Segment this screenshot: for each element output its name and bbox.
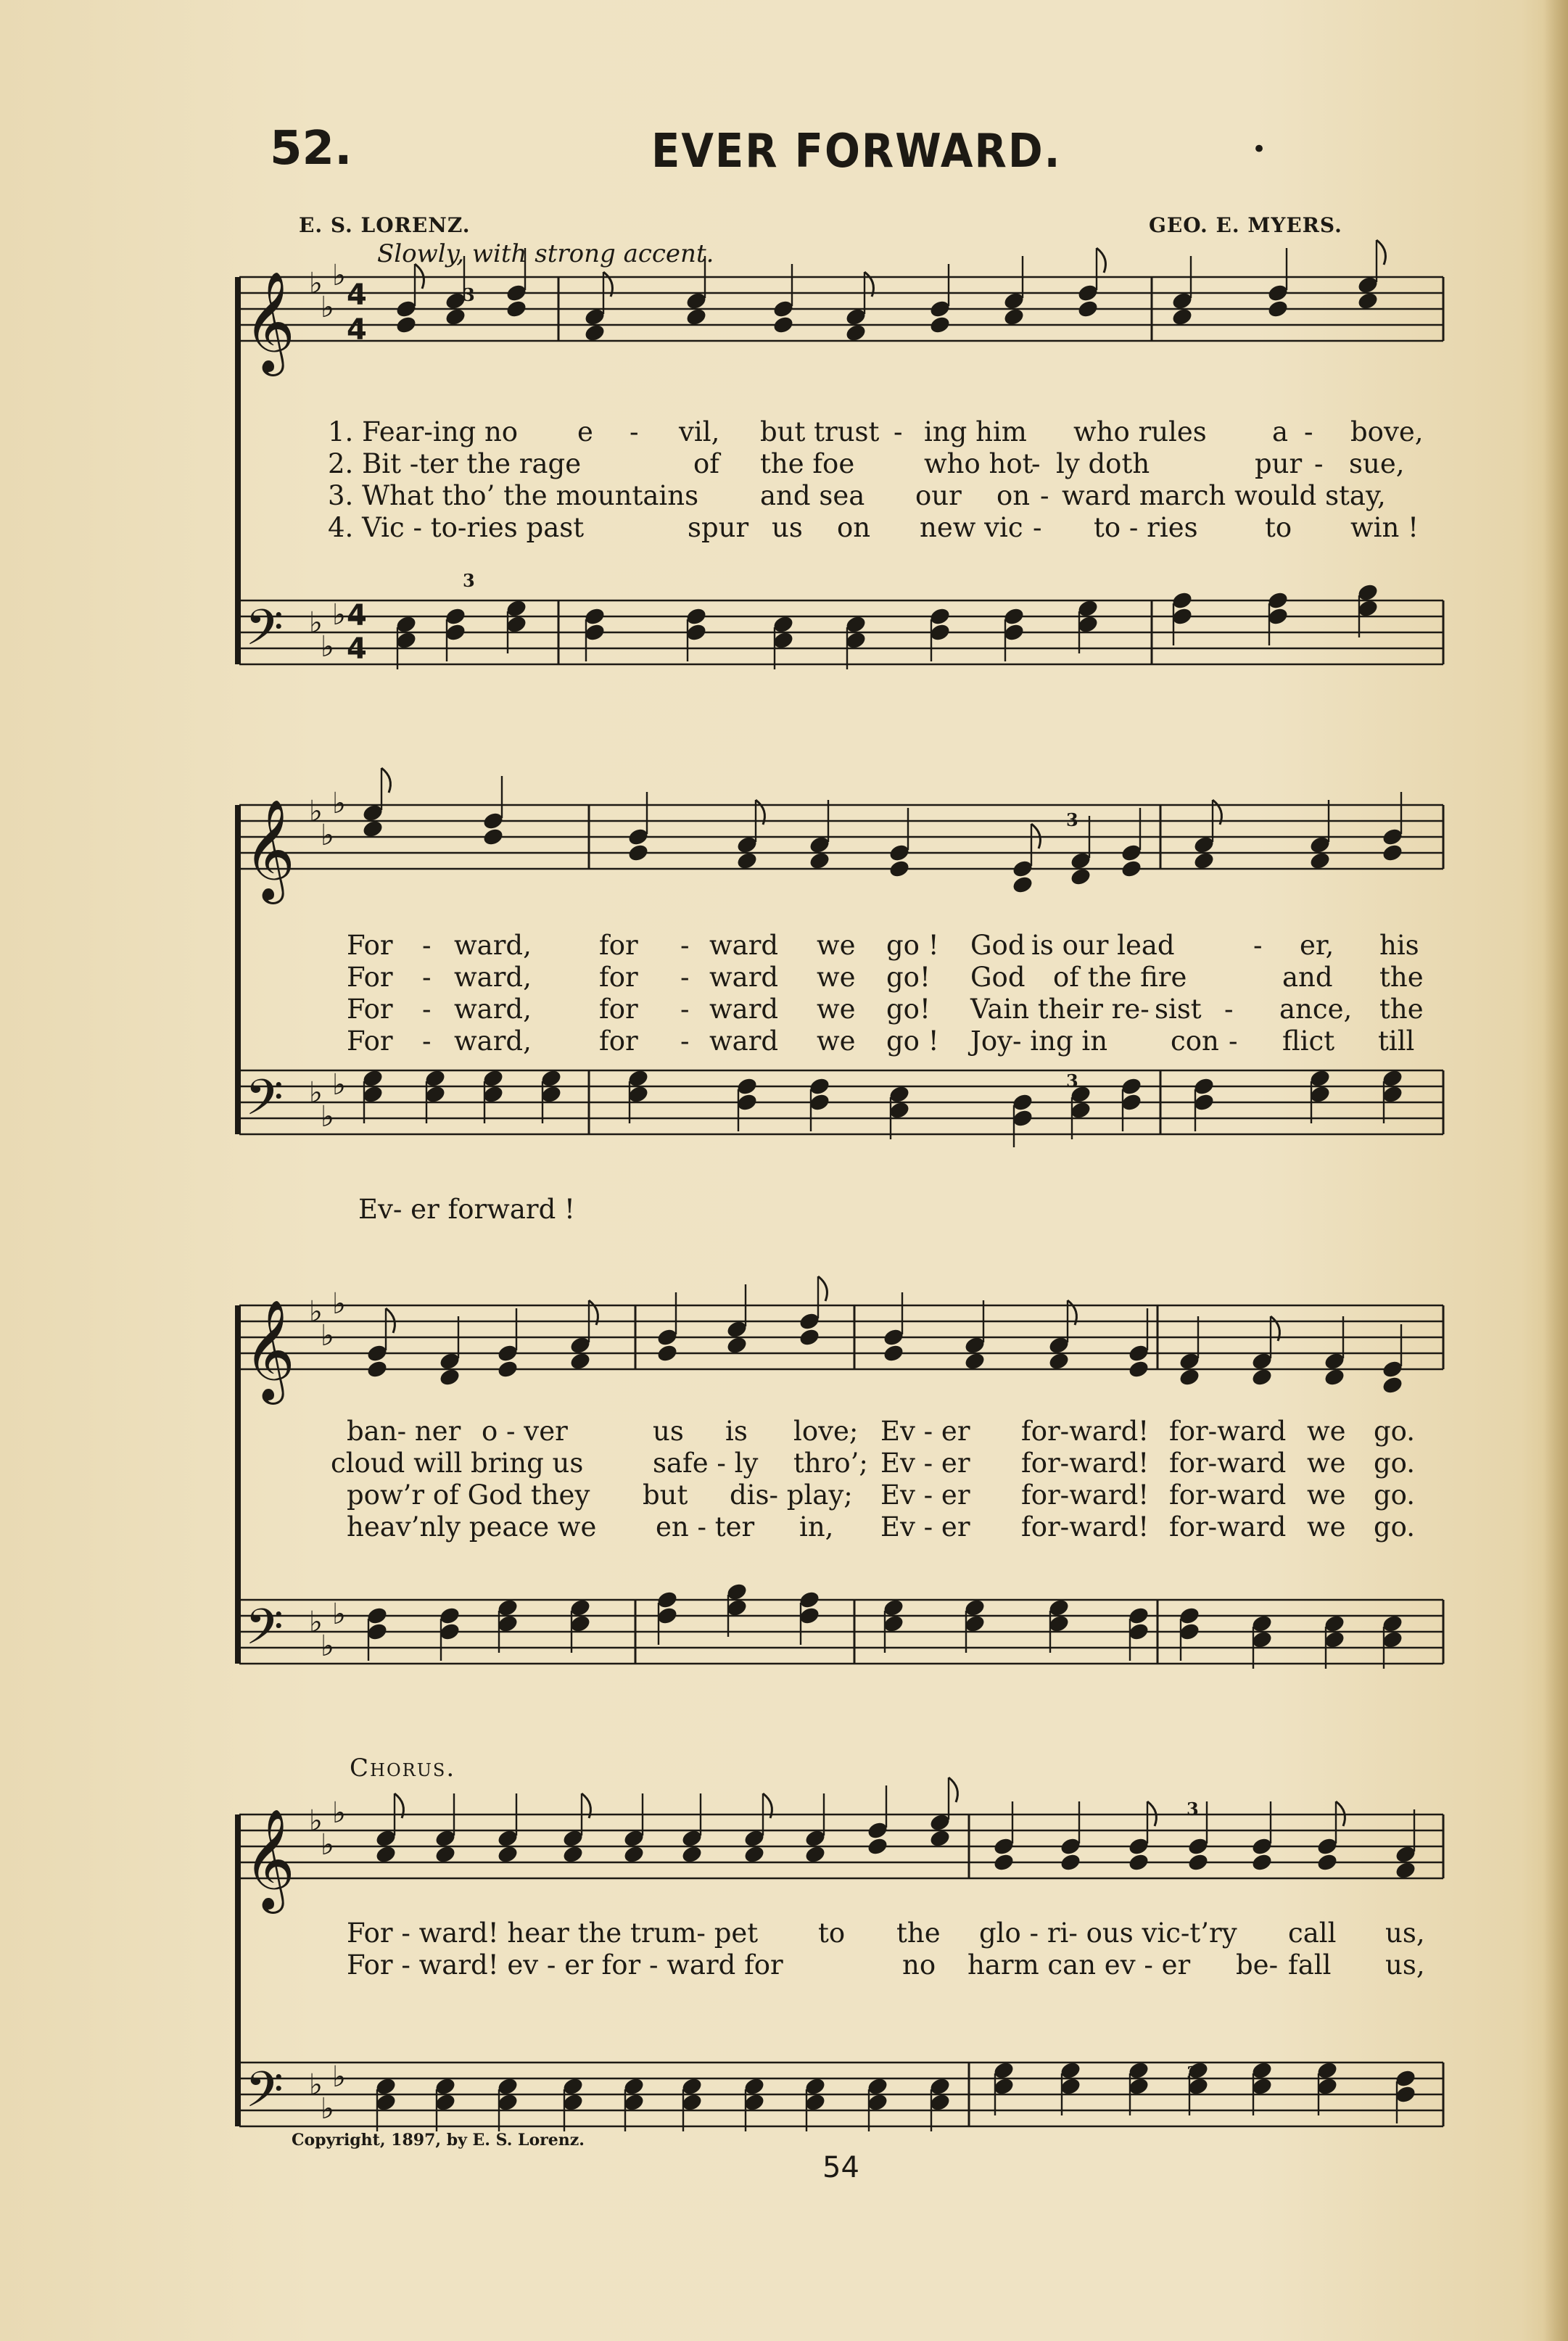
lyric: ward march would stay, [1062,480,1386,511]
note-head [882,1343,905,1363]
hymn-title: EVER FORWARD. [651,125,1062,178]
lyric: - [630,416,639,447]
flat-sign-icon: ♭ [321,291,334,324]
flat-sign-icon: ♭ [309,2068,323,2102]
music-credit: GEO. E. MYERS. [1149,213,1342,237]
lyric: - [1031,448,1041,479]
time-sig-top-treble: 4 [347,278,367,312]
lyric: er, [1300,930,1334,961]
lyric: Ev - er [880,1511,970,1543]
flat-sign-icon: ♭ [309,606,323,640]
flat-sign-icon: ♭ [332,598,346,632]
lyric: till [1378,1025,1415,1057]
lyric: - [1314,448,1324,479]
lyric: for-ward! [1021,1479,1150,1511]
lyric: we [1307,1479,1346,1511]
flat-sign-icon: ♭ [332,259,346,292]
note-head [482,827,505,847]
lyric: for-ward [1169,1511,1287,1543]
lyric: fall [1288,1949,1332,1981]
lyric: who hot [924,448,1033,479]
lyric: - [422,994,432,1025]
lyric: cloud will bring us [331,1448,584,1479]
flat-sign-icon: ♭ [332,1796,346,1830]
note-head [1187,1852,1210,1873]
flat-sign-icon: ♭ [332,1598,346,1631]
flat-sign-icon: ♭ [309,1076,323,1110]
lyric: our [915,480,962,511]
lyric: and sea [760,480,865,511]
lyric: 1. Fear-ing no [328,416,519,447]
note-head [656,1343,679,1363]
lyric: call [1288,1917,1337,1949]
lyric: and [1282,962,1333,993]
flat-sign-icon: ♭ [309,267,323,300]
lyric: Joy- ing in [970,1025,1108,1057]
note-flag [1377,240,1385,265]
lyric: - [1040,480,1049,511]
lyric: - [422,930,432,961]
lyric: sue, [1349,448,1405,479]
triplet-mark: 3 [1187,2063,1199,2084]
lyric: ance, [1279,994,1353,1025]
bass-clef-icon: 𝄢 [245,1070,284,1139]
treble-clef-icon: 𝄞 [244,271,295,372]
lyric: for-ward [1169,1448,1287,1479]
lyric: harm can ev - er [967,1949,1191,1981]
lyric: ly doth [1056,448,1150,479]
lyric: - [680,962,690,993]
note-head [866,1836,889,1857]
triplet-mark: 3 [463,284,475,305]
lyric: ward, [454,994,532,1025]
flat-sign-icon: ♭ [321,819,334,852]
note-head [1076,299,1099,319]
bass-clef-icon: 𝄢 [245,600,284,669]
page-edge-shadow [1543,0,1568,2341]
lyric: for-ward [1169,1479,1287,1511]
lyric: we [1307,1448,1346,1479]
flat-sign-icon: ♭ [321,1100,334,1134]
lyric: in, [799,1511,834,1543]
bass-clef-icon: 𝄢 [245,1599,284,1668]
lyric: on [996,480,1031,511]
lyric: For - ward! ev - er for - ward for [347,1949,783,1981]
lyric: is our lead [1031,930,1175,961]
lyric: - [1253,930,1263,961]
copyright-notice: Copyright, 1897, by E. S. Lorenz. [292,2131,585,2150]
lyric: we [817,994,856,1025]
lyric: his [1379,930,1419,961]
note-head [366,1359,389,1379]
lyric: no [902,1949,936,1981]
lyric: ward [709,1025,779,1057]
lyric: for-ward [1169,1416,1287,1447]
lyric: to [1265,512,1292,543]
lyric: - [1229,1025,1238,1057]
lyric: go ! [886,1025,939,1057]
note-flag [1097,248,1105,273]
triplet-mark: 3 [1066,809,1078,830]
bass-lyric: Ev- er forward ! [358,1194,575,1225]
lyric: God [970,962,1026,993]
lyric: - [680,930,690,961]
lyric: - [422,962,432,993]
note-head [798,1327,821,1347]
lyric: flict [1282,1025,1335,1057]
note-head [395,315,418,335]
bass-clef-icon: 𝄢 [245,2062,284,2131]
flat-sign-icon: ♭ [309,1606,323,1639]
note-head [992,1852,1015,1873]
flat-sign-icon: ♭ [309,1295,323,1329]
note-flag [381,768,390,793]
lyric: 2. Bit -ter the rage [328,448,582,479]
lyric: for-ward! [1021,1511,1150,1543]
lyric: bove, [1350,416,1424,447]
lyric: but [643,1479,688,1511]
lyric: en - ter [656,1511,755,1543]
lyric: 4. Vic - to-ries past [328,512,585,543]
lyric: of [693,448,719,479]
flat-sign-icon: ♭ [321,630,334,664]
lyric: ward [709,994,779,1025]
lyric: Vain their re- [970,994,1150,1025]
lyric: For [347,930,393,961]
lyric: dis- play; [730,1479,853,1511]
lyric: For [347,962,393,993]
flat-sign-icon: ♭ [332,1068,346,1102]
lyric: for [599,1025,638,1057]
lyric: glo - ri- ous vic-t’ry [979,1917,1237,1949]
lyric: for [599,930,638,961]
lyric: who rules [1073,416,1207,447]
note-flag [949,1778,957,1802]
flat-sign-icon: ♭ [309,1804,323,1838]
lyric: for-ward! [1021,1448,1150,1479]
lyric: - [1033,512,1042,543]
lyric: ward, [454,930,532,961]
treble-clef-icon: 𝄞 [244,799,295,900]
lyric: us, [1385,1917,1425,1949]
lyric: - [894,416,903,447]
lyric: God [970,930,1026,961]
lyric: on [837,512,871,543]
lyric: the foe [760,448,855,479]
note-head [1059,1852,1082,1873]
treble-clef-icon: 𝄞 [244,1300,295,1400]
lyric: but trust [760,416,880,447]
lyric: con [1171,1025,1219,1057]
lyric: go. [1374,1511,1416,1543]
note-head [1250,1852,1274,1873]
triplet-mark: 3 [1066,1070,1078,1091]
lyric: ban- ner [347,1416,461,1447]
lyric: us, [1385,1949,1425,1981]
lyric: of the fire [1053,962,1187,993]
lyric: pow’r of God they [347,1479,590,1511]
lyric: For [347,1025,393,1057]
note-head [1127,1852,1150,1873]
lyric: For - ward! hear the trum- pet [347,1917,759,1949]
note-head [1316,1852,1339,1873]
lyric: we [817,962,856,993]
flat-sign-icon: ♭ [321,2092,334,2126]
note-head [496,1359,519,1379]
treble-clef-icon: 𝄞 [244,1809,295,1909]
lyric: thro’; [793,1448,868,1479]
chorus-label: Chorus. [350,1754,456,1783]
lyric: us [653,1416,684,1447]
lyric: win ! [1350,512,1419,543]
note-head [627,843,650,863]
lyric: o - ver [482,1416,568,1447]
lyric: to [818,1917,846,1949]
lyric: ward [709,930,779,961]
lyric: for [599,994,638,1025]
flat-sign-icon: ♭ [332,2060,346,2094]
lyric: pur [1255,448,1303,479]
lyric: love; [793,1416,859,1447]
flat-sign-icon: ♭ [332,787,346,820]
lyric: be- [1236,1949,1279,1981]
note-head [1120,859,1143,879]
flat-sign-icon: ♭ [332,1287,346,1321]
lyric: go ! [886,930,939,961]
time-sig-top-bass: 4 [347,599,367,632]
lyric: safe - ly [653,1448,759,1479]
lyric: spur [688,512,749,543]
lyric: us [772,512,803,543]
hymn-number: 52. [270,122,352,176]
lyric: ward, [454,1025,532,1057]
note-head [928,315,952,335]
lyric: we [817,930,856,961]
lyric: - [1304,416,1313,447]
note-head [1266,299,1290,319]
words-credit: E. S. LORENZ. [299,213,471,237]
lyric: For [347,994,393,1025]
lyric: vil, [679,416,720,447]
lyric: is [725,1416,748,1447]
note-head [1127,1359,1150,1379]
lyric: the [896,1917,941,1949]
lyric: - [680,1025,690,1057]
triplet-mark: 3 [1187,1799,1199,1820]
note-head [505,299,528,319]
note-head [888,859,911,879]
lyric: go. [1374,1479,1416,1511]
lyric: ward, [454,962,532,993]
lyric: to - ries [1094,512,1198,543]
lyric: the [1379,962,1424,993]
lyric: go. [1374,1448,1416,1479]
lyric: sist [1155,994,1202,1025]
lyric: - [680,994,690,1025]
triplet-mark: 3 [463,570,475,591]
lyric: go. [1374,1416,1416,1447]
lyric: we [817,1025,856,1057]
tempo-marking: Slowly, with strong accent. [377,239,714,268]
lyric: we [1307,1416,1346,1447]
lyric: 3. What tho’ the mountains [328,480,699,511]
lyric: Ev - er [880,1479,970,1511]
lyric: the [1379,994,1424,1025]
lyric: a [1272,416,1289,447]
lyric: for-ward! [1021,1416,1150,1447]
lyric: e [577,416,593,447]
header-ornament: • [1252,135,1267,164]
lyric: - [422,1025,432,1057]
flat-sign-icon: ♭ [321,1319,334,1353]
note-head [1011,875,1034,895]
lyric: ing him [924,416,1027,447]
page-number: 54 [822,2151,859,2184]
flat-sign-icon: ♭ [321,1828,334,1862]
lyric: - [1224,994,1234,1025]
note-flag [818,1276,827,1301]
lyric: heav’nly peace we [347,1511,597,1543]
flat-sign-icon: ♭ [309,795,323,828]
note-head [1381,1375,1404,1395]
note-head [772,315,795,335]
lyric: ward [709,962,779,993]
time-sig-bottom-bass: 4 [347,632,367,666]
lyric: go! [886,962,931,993]
lyric: we [1307,1511,1346,1543]
flat-sign-icon: ♭ [321,1630,334,1663]
lyric: Ev - er [880,1416,970,1447]
note-head [1381,843,1404,863]
lyric: go! [886,994,931,1025]
lyric: new vic [920,512,1023,543]
time-sig-bottom-treble: 4 [347,313,367,347]
lyric: Ev - er [880,1448,970,1479]
lyric: for [599,962,638,993]
